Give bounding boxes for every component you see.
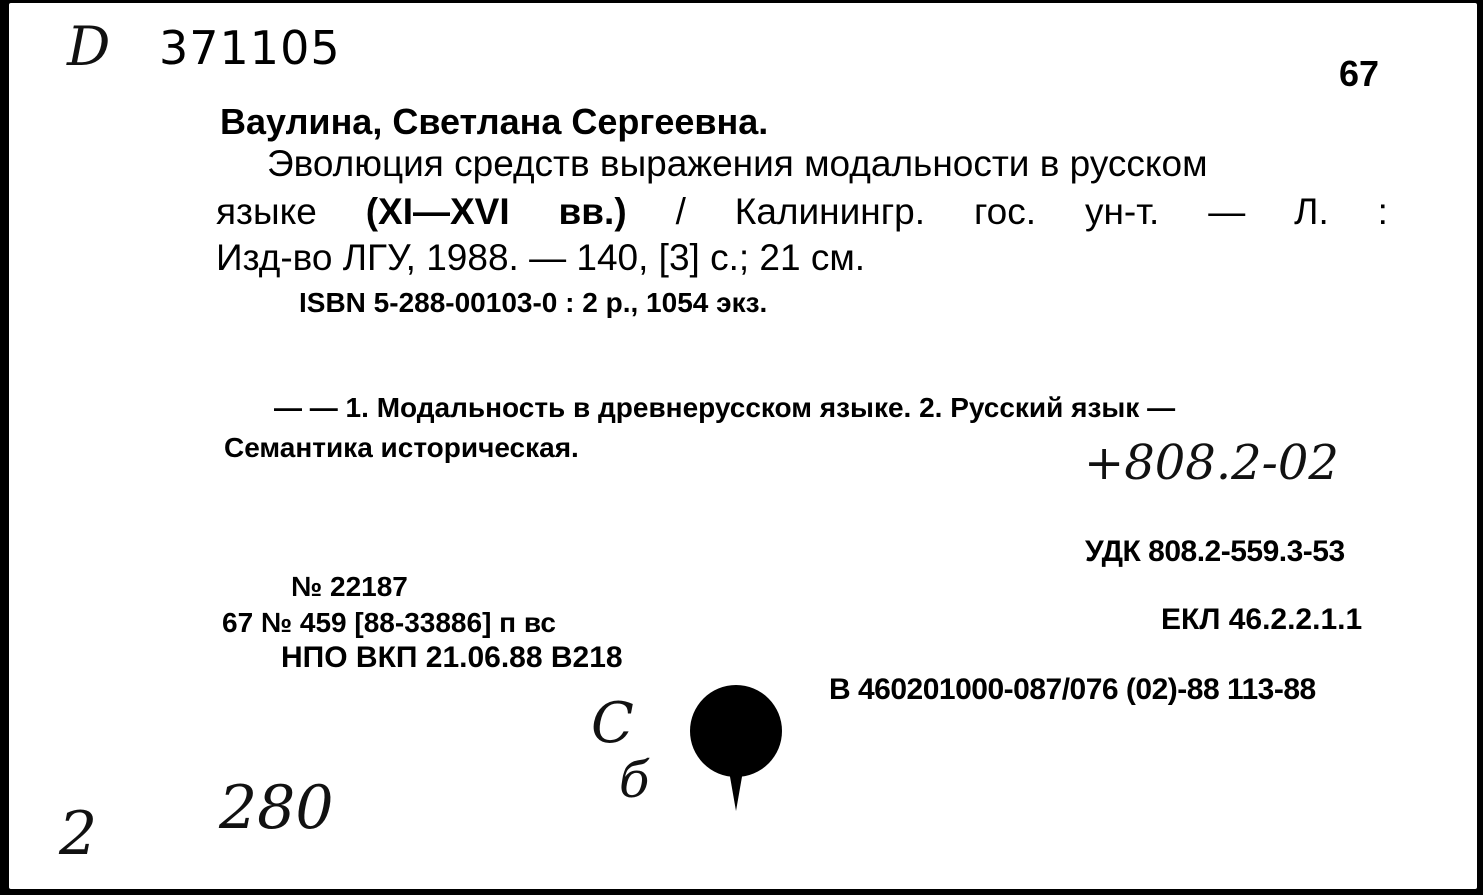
inventory-number: 371105 xyxy=(159,21,341,75)
title-line-2 xyxy=(216,191,1388,233)
title-word: : xyxy=(1377,191,1388,232)
udk-code: УДК 808.2-559.3-53 xyxy=(1085,535,1345,568)
handwritten-shelf-mark: +808.2-02 xyxy=(1084,435,1339,491)
registration-line: НПО ВКП 21.06.88 В218 xyxy=(281,641,623,674)
title-word: Л. xyxy=(1294,191,1329,232)
title-word: ун-т. xyxy=(1084,191,1160,232)
handwritten-2: 2 xyxy=(59,799,98,869)
ekl-code: ЕКЛ 46.2.2.1.1 xyxy=(1161,603,1363,636)
handwritten-b: б xyxy=(619,751,650,809)
imprint-line: Изд-во ЛГУ, 1988. — 140, [3] с.; 21 см. xyxy=(216,237,866,278)
punch-hole-icon xyxy=(689,681,789,821)
accession-number-2: 67 № 459 [88-33886] п вс xyxy=(222,607,556,638)
handwritten-280: 280 xyxy=(219,773,334,843)
isbn-line: ISBN 5-288-00103-0 : 2 р., 1054 экз. xyxy=(299,287,768,318)
title-word: языке xyxy=(216,191,317,232)
title-line-1: Эволюция средств выражения модальности в русском xyxy=(267,143,1208,184)
handwritten-d-mark: D xyxy=(67,15,111,78)
publisher-code: В 460201000-087/076 (02)-88 113-88 xyxy=(829,673,1316,706)
title-word: Калинингр. xyxy=(734,191,926,232)
handwritten-c: С xyxy=(591,691,634,756)
subjects-line-2: Семантика историческая. xyxy=(224,432,579,463)
page-number: 67 xyxy=(1339,53,1380,94)
accession-number-1: № 22187 xyxy=(291,571,408,602)
catalog-card xyxy=(9,3,1477,889)
author-heading: Ваулина, Светлана Сергеевна. xyxy=(220,101,769,142)
title-word: — xyxy=(1208,191,1246,232)
title-word: вв.) xyxy=(558,191,627,232)
subjects-line-1: — — 1. Модальность в древнерусском языке. 2. Русский язык — xyxy=(274,392,1176,423)
title-word: (XI—XVI xyxy=(365,191,510,232)
title-word: гос. xyxy=(973,191,1037,232)
title-word: / xyxy=(675,191,686,232)
